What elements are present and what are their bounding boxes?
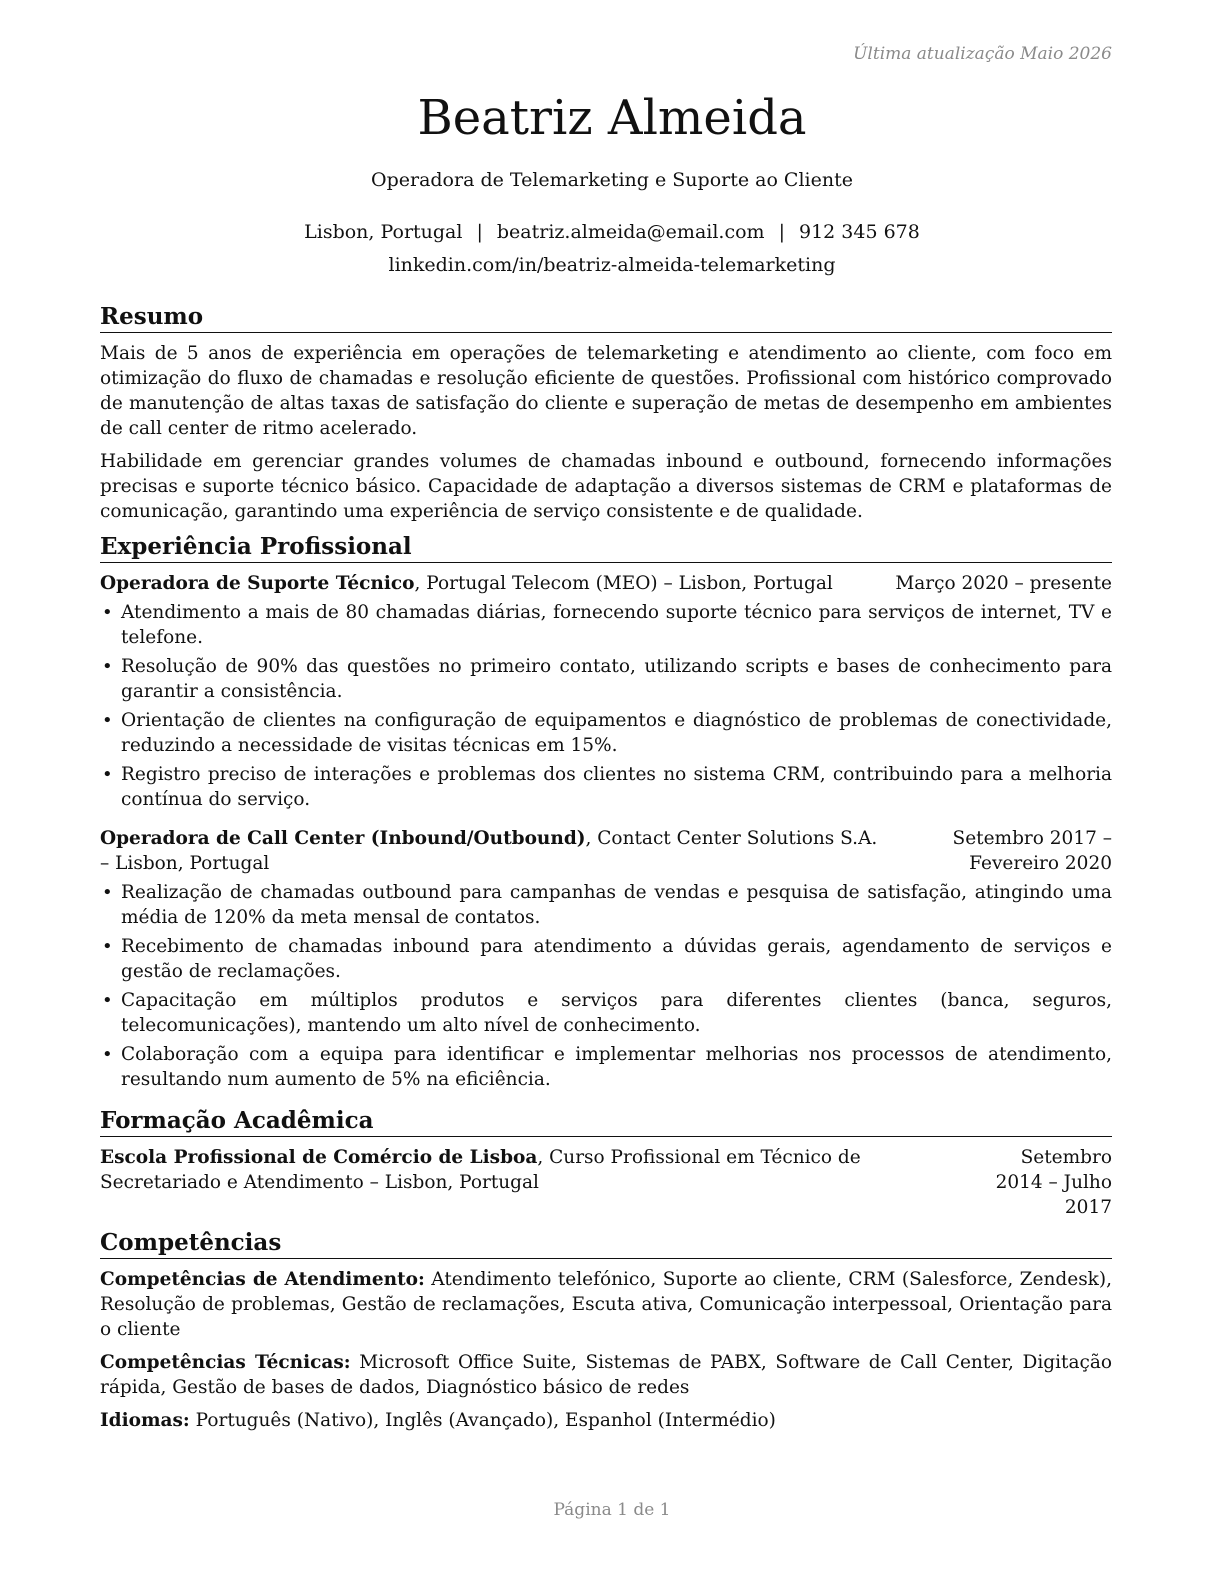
- job-org: , Contact Center Solutions S.A. – Lisbon, Portugal: [100, 828, 878, 874]
- skill-text: Atendimento telefónico, Suporte ao cliente, CRM (Salesforce, Zendesk), Resolução de problemas, Gestão de reclamações, Escuta ativa, Comunicação interpessoal, Orientação para o cliente: [100, 1269, 1112, 1340]
- linkedin-link[interactable]: linkedin.com/in/beatriz-almeida-telemarketing: [388, 254, 836, 276]
- list-item: • Colaboração com a equipa para identificar e implementar melhorias nos processos de atendimento, resultando num aumento de 5% na eficiência.: [100, 1042, 1112, 1092]
- separator: |: [476, 221, 483, 243]
- section-title: Formação Acadêmica: [100, 1106, 1112, 1137]
- skill-label: Competências de Atendimento:: [100, 1269, 425, 1290]
- education-dates: Setembro 2014 – Julho 2017: [995, 1147, 1112, 1218]
- skill-text: Português (Nativo), Inglês (Avançado), Espanhol (Intermédio): [189, 1410, 776, 1431]
- list-item: • Atendimento a mais de 80 chamadas diárias, fornecendo suporte técnico para serviços de internet, TV e telefone.: [100, 600, 1112, 650]
- page-number: Página 1 de 1: [553, 1500, 671, 1520]
- email-link[interactable]: beatriz.almeida@email.com: [496, 221, 765, 243]
- candidate-name: Beatriz Almeida: [417, 90, 807, 146]
- skill-group: [100, 1408, 1112, 1433]
- skills-section: [100, 1228, 1112, 1433]
- headline: Operadora de Telemarketing e Suporte ao Cliente: [371, 169, 853, 191]
- phone: 912 345 678: [798, 221, 920, 243]
- separator: |: [778, 221, 785, 243]
- school-name: Escola Profissional de Comércio de Lisboa: [100, 1147, 538, 1168]
- section-title: Competências: [100, 1228, 1112, 1259]
- job-entry: [100, 571, 1112, 812]
- job-role: Operadora de Call Center (Inbound/Outbound): [100, 828, 586, 849]
- list-item: • Realização de chamadas outbound para campanhas de vendas e pesquisa de satisfação, atingindo uma média de 120% da meta mensal de contatos.: [100, 880, 1112, 930]
- experience-section: [100, 532, 1112, 1092]
- skill-label: Idiomas:: [100, 1410, 190, 1431]
- job-header: [100, 826, 1112, 876]
- job-bullets: [100, 600, 1112, 812]
- location: Lisbon, Portugal: [304, 221, 463, 243]
- job-role: Operadora de Suporte Técnico: [100, 573, 415, 594]
- job-dates: Março 2020 – presente: [895, 573, 1112, 594]
- job-org: , Portugal Telecom (MEO) – Lisbon, Portugal: [414, 573, 833, 594]
- list-item: • Resolução de 90% das questões no primeiro contato, utilizando scripts e bases de conhecimento para garantir a consistência.: [100, 654, 1112, 704]
- summary-paragraph: Habilidade em gerenciar grandes volumes de chamadas inbound e outbound, fornecendo informações precisas e suporte técnico básico. Capacidade de adaptação a diversos sistemas de CRM e plataformas de comunicação, garantindo uma experiência de serviço consistente e de qualidade.: [100, 451, 1112, 522]
- list-item: • Capacitação em múltiplos produtos e serviços para diferentes clientes (banca, seguros, telecomunicações), mantendo um alto nível de conhecimento.: [100, 988, 1112, 1038]
- list-item: • Recebimento de chamadas inbound para atendimento a dúvidas gerais, agendamento de serviços e gestão de reclamações.: [100, 934, 1112, 984]
- section-title: Experiência Profissional: [100, 532, 1112, 563]
- job-bullets: [100, 880, 1112, 1092]
- skill-text: Microsoft Office Suite, Sistemas de PABX, Software de Call Center, Digitação rápida, Gestão de bases de dados, Diagnóstico básico de redes: [100, 1352, 1112, 1398]
- skill-label: Competências Técnicas:: [100, 1352, 351, 1373]
- job-dates: Setembro 2017 – Fevereiro 2020: [952, 828, 1112, 874]
- section-title: Resumo: [100, 302, 1112, 333]
- job-entry: [100, 826, 1112, 1092]
- skill-group: [100, 1267, 1112, 1342]
- course-name: , Curso Profissional em Técnico de Secretariado e Atendimento – Lisbon, Portugal: [100, 1147, 861, 1193]
- education-section: [100, 1106, 1112, 1220]
- last-updated: Última atualização Maio 2026: [853, 44, 1112, 64]
- skill-group: [100, 1350, 1112, 1400]
- summary-section: [100, 302, 1112, 524]
- list-item: • Registro preciso de interações e problemas dos clientes no sistema CRM, contribuindo para a melhoria contínua do serviço.: [100, 762, 1112, 812]
- list-item: • Orientação de clientes na configuração de equipamentos e diagnóstico de problemas de conectividade, reduzindo a necessidade de visitas técnicas em 15%.: [100, 708, 1112, 758]
- resume-content: [100, 302, 1112, 1441]
- summary-paragraph: Mais de 5 anos de experiência em operações de telemarketing e atendimento ao cliente, com foco em otimização do fluxo de chamadas e resolução eficiente de questões. Profissional com histórico comprovado de manutenção de altas taxas de satisfação do cliente e superação de metas de desempenho em ambientes de call center de ritmo acelerado.: [100, 343, 1112, 439]
- contact-line: [0, 219, 1224, 245]
- job-header: [100, 571, 1112, 596]
- education-entry: [100, 1145, 1112, 1220]
